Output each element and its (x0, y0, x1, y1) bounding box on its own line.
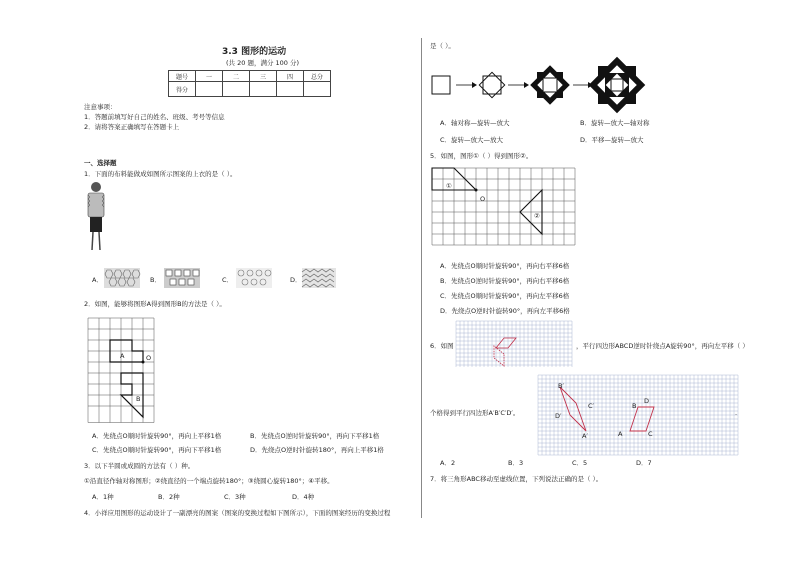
section-heading: 一、选择题 (84, 159, 117, 167)
q1-option-b[interactable]: B． (150, 276, 161, 284)
q2-label-b: B (136, 395, 141, 403)
score-input[interactable] (223, 82, 250, 97)
pattern-d-icon (302, 268, 336, 288)
q4-option-c[interactable]: C．旋转—放大—放大 (440, 136, 504, 144)
q5-label-o: O (480, 195, 486, 203)
q5-label-two: ② (534, 212, 540, 220)
q5-grid (432, 168, 582, 248)
notes-item: 2．请将答案正确填写在答题卡上 (84, 123, 180, 131)
q1-stem: 1．下面的布料能做成如图所示图案的上衣的是（ ）。 (84, 170, 237, 178)
q4-option-b[interactable]: B．旋转—放大—轴对称 (580, 119, 650, 127)
page-subtitle: (共 20 题，满分 100 分) (226, 59, 300, 67)
page-title: 3.3 图形的运动 (222, 47, 287, 57)
q6-stem-c: 个格得到平行四边形A′B′C′D′。 (430, 409, 520, 417)
q6-label-b: B (632, 402, 637, 410)
score-cell: 一 (196, 71, 223, 82)
q5-label-one: ① (446, 182, 452, 190)
q2-label-a: A (120, 352, 125, 360)
score-cell: 总分 (304, 71, 331, 82)
q6-small-grid (456, 321, 572, 367)
q6-option-d[interactable]: D．7 (636, 459, 652, 467)
notes-heading: 注意事项： (84, 103, 117, 111)
pattern-a-icon (104, 268, 140, 288)
q2-label-o: O (146, 354, 152, 362)
q6-large-grid (538, 375, 740, 455)
q6-label-c1: C′ (588, 402, 595, 410)
q5-option-d[interactable]: D．先绕点O逆时针旋转90°，再向左平移6格 (440, 307, 570, 315)
q3-detail: ①沿直径作轴对称图形；②绕直径的一个端点旋转180°；③绕圆心旋转180°；④平移。 (84, 477, 334, 485)
q2-option-c[interactable]: C．先绕点O顺时针旋转90°，再向下平移1格 (92, 446, 222, 454)
q6-label-b1: B′ (558, 382, 564, 390)
q6-label-d: D (644, 397, 650, 405)
score-input[interactable] (196, 82, 223, 97)
q5-option-b[interactable]: B．先绕点O逆时针旋转90°，再向右平移6格 (440, 277, 570, 285)
q3-option-c[interactable]: C．3种 (224, 493, 246, 501)
q2-grid (88, 318, 154, 424)
q2-stem: 2．如图，能够将图形A得到图形B的方法是（ ）。 (84, 300, 226, 308)
q4-option-a[interactable]: A．轴对称—旋转—放大 (440, 119, 510, 127)
q2-option-a[interactable]: A．先绕点O顺时针旋转90°，再向上平移1格 (92, 432, 222, 440)
q5-option-c[interactable]: C．先绕点O顺时针旋转90°，再向左平移6格 (440, 292, 570, 300)
notes-item: 1．答题前填写好自己的姓名、班级、考号等信息 (84, 113, 225, 121)
q4-stem-cont: 是（ ）。 (430, 42, 455, 50)
q6-label-a1: A′ (582, 432, 588, 440)
q6-label-c: C (648, 430, 653, 438)
q6-label-d1: D′ (555, 412, 562, 420)
q3-stem: 3．以下半圆或成圆的方法有（ ）种。 (84, 462, 195, 470)
score-input[interactable] (304, 82, 331, 97)
score-cell: 得分 (169, 82, 196, 97)
score-table (168, 70, 331, 97)
q1-option-a[interactable]: A． (92, 276, 103, 284)
q3-option-d[interactable]: D．4种 (292, 493, 315, 501)
q2-option-b[interactable]: B．先绕点O逆时针旋转90°，再向下平移1格 (250, 432, 380, 440)
q6-option-a[interactable]: A．2 (440, 459, 456, 467)
q1-figure (84, 180, 108, 256)
q6-stem-d: . (735, 409, 738, 417)
q6-option-c[interactable]: C．5 (572, 459, 588, 467)
score-input[interactable] (250, 82, 277, 97)
q2-option-d[interactable]: D．先绕点O逆时针旋转180°，再向上平移1格 (250, 446, 384, 454)
score-cell: 三 (250, 71, 277, 82)
q3-option-a[interactable]: A．1种 (92, 493, 114, 501)
q4-option-d[interactable]: D．平移—旋转—放大 (580, 136, 644, 144)
q6-label-a: A (618, 430, 623, 438)
q5-stem: 5．如图，图形①（ ）得到图形②。 (430, 152, 533, 160)
q6-option-b[interactable]: B．3 (508, 459, 524, 467)
q7-stem: 7．将三角形ABC移动至虚线位置，下列说法正确的是（ ）。 (430, 475, 603, 483)
q1-option-c[interactable]: C． (222, 276, 234, 284)
pattern-c-icon (236, 268, 272, 288)
q3-option-b[interactable]: B．2种 (158, 493, 180, 501)
score-cell: 四 (277, 71, 304, 82)
q1-option-d[interactable]: D． (290, 276, 302, 284)
q5-option-a[interactable]: A．先绕点O顺时针旋转90°，再向右平移6格 (440, 262, 570, 270)
q6-stem-b: ，平行四边形ABCD逆时针绕点A旋转90°，再向左平移（ ） (576, 342, 749, 350)
score-input[interactable] (277, 82, 304, 97)
q4-stem: 4．小祥应用图形的运动设计了一副漂亮的图案（图案的变换过程如下图所示），下面的图案经历的变换过程 (84, 509, 391, 517)
pattern-b-icon (164, 268, 200, 288)
q4-figure (430, 64, 640, 110)
q6-stem-a: 6．如图 (430, 342, 454, 350)
score-cell: 二 (223, 71, 250, 82)
column-divider (421, 38, 422, 518)
score-cell: 题号 (169, 71, 196, 82)
